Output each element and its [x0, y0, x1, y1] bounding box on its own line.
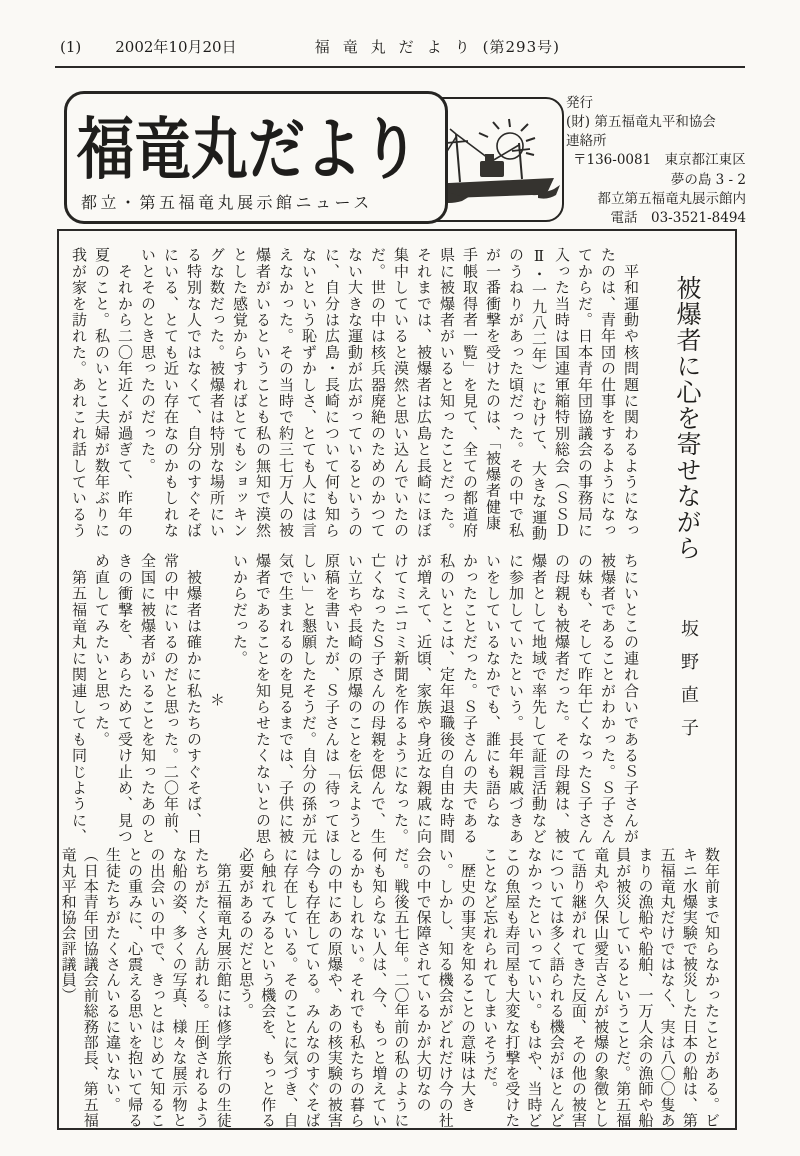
text-column: 第五福竜丸に関連しても同じように、	[70, 553, 88, 845]
contact-label: 連絡所	[566, 133, 607, 150]
text-column: 竜丸平和協会評議員）	[59, 847, 78, 1003]
article-band-2	[67, 553, 642, 845]
text-column: いからだった。	[231, 553, 249, 667]
text-column: が増えて、近頃、家族や身近な親戚に向	[415, 553, 433, 845]
text-column: 県に被爆者がいると知ったことだった。	[438, 247, 456, 539]
text-column: は今も存在している。みんなのすぐそば	[303, 847, 322, 1128]
text-column: しい」と懇願したそうだ。自分の孫が元	[300, 553, 318, 845]
article-band-1	[67, 247, 642, 550]
text-column: のうねりがあった頃だった。その中で私	[507, 247, 525, 539]
text-column: この魚屋も寿司屋も大変な打撃を受けた	[503, 847, 522, 1128]
text-column: 歴史の事実を知ることの意味は大き	[458, 847, 477, 1113]
text-column: なかったといっていい。もはや、当時ど	[525, 847, 544, 1128]
text-column: けてミニコミ新聞を作るようになった。	[392, 553, 410, 845]
text-column: 爆者であることを知らせたくないとの思	[254, 553, 272, 845]
section-separator: ＊	[208, 691, 226, 707]
text-column: たちがたくさん訪れる。圧倒されるよう	[192, 847, 211, 1128]
text-column: 手帳取得者一覧」を見て、全ての都道府	[461, 247, 479, 539]
text-column: の妹も、そして昨年亡くなったＳ子さん	[576, 553, 594, 845]
text-column: 原稿を書いたが、Ｓ子さんは「待ってほ	[323, 553, 341, 845]
text-column: 平和運動や核問題に関わるようになっ	[622, 247, 640, 539]
text-column: キニ水爆実験で被災した日本の船は、第	[680, 847, 699, 1128]
text-column: きの衝撃を、あらためて受け止め、見つ	[116, 553, 134, 845]
text-column: ことなど忘れられてしまいそうだ。	[481, 847, 500, 1097]
text-column: グな数だった。被爆者は特別な場所にい	[208, 247, 226, 539]
page-header	[60, 36, 700, 57]
text-column: とした感覚からすればとてもショッキン	[231, 247, 249, 539]
text-column: の出会いの中で、きっとはじめて知るこ	[148, 847, 167, 1128]
text-column: いとそのとき思ったのだった。	[139, 247, 157, 474]
postal-address: 〒136-0081 東京都江東区	[573, 152, 746, 169]
text-column: 爆者がいるということも私の無知で漠然	[254, 247, 272, 539]
text-column: 我が家を訪れた。あれこれ話しているう	[70, 247, 88, 539]
text-column: については多く語られる機会がほとんど	[547, 847, 566, 1128]
text-column: 爆者として地域で率先して証言活動など	[530, 553, 548, 845]
publisher-info	[566, 94, 748, 228]
text-column: にいる、とても近い存在なのかもしれな	[162, 247, 180, 539]
text-column: だ。戦後五七年。二〇年前の私のように	[392, 847, 411, 1128]
text-column: の母親も被爆者だった。その母親は、被	[553, 553, 571, 845]
text-column: 全国に被爆者がいることを知ったあのと	[139, 553, 157, 845]
masthead-title: 福竜丸だより	[77, 110, 419, 190]
text-column: て語り継がれてきた反面、その他の被害	[569, 847, 588, 1128]
text-column: 会の中で保障されているかが大切なの	[414, 847, 433, 1113]
text-column: ちにいとこの連れ合いであるＳ子さんが	[622, 553, 640, 845]
page-number: (1)	[60, 38, 82, 56]
text-column: 五福竜丸だけではなく、実は八〇〇隻あ	[658, 847, 677, 1128]
text-column: しの中にあの原爆や、あの核実験の被害	[325, 847, 344, 1128]
text-column: 数年前まで知らなかったことがある。ビ	[703, 847, 721, 1128]
text-column: に存在している。そのことに気づき、自	[281, 847, 300, 1128]
text-column: かったことだった。Ｓ子さんの夫である	[461, 553, 479, 845]
text-column: それまでは、被爆者は広島と長崎にほぼ	[415, 247, 433, 539]
text-column: め直してみたいと思った。	[93, 553, 111, 748]
issue-date: 2002年10月20日	[115, 38, 237, 56]
text-column: たのは、青年団の仕事をするようになっ	[599, 247, 617, 539]
masthead	[64, 91, 448, 224]
text-column: それから二〇年近くが過ぎて、昨年の	[116, 247, 134, 539]
text-column: だ。世の中は核兵器廃絶のためのかつて	[369, 247, 387, 539]
text-column: 竜丸や久保山愛吉さんが被爆の象徴とし	[592, 847, 611, 1128]
text-column: ら触れてみるという機会を、もっと作る	[259, 847, 278, 1128]
article-author: 坂野直子	[678, 619, 699, 751]
text-column: 第五福竜丸展示館には修学旅行の生徒	[214, 847, 233, 1128]
text-column: な船の姿、多くの写真、様々な展示物と	[170, 847, 189, 1128]
text-column: てからだ。日本青年団協議会の事務局に	[576, 247, 594, 539]
text-column: （日本青年団協議会前総務部長、第五福	[81, 847, 100, 1128]
text-column: るかもしれない。それでも私たちの暮ら	[348, 847, 366, 1128]
text-column: 入った当時は国連軍縮特別総会（ＳＳＤ	[553, 247, 571, 539]
issue-number: (第293号)	[482, 38, 560, 56]
text-column: 被爆者であることがわかった。Ｓ子さん	[599, 553, 617, 845]
text-column: 常の中にいるのだと思った。二〇年前、	[162, 553, 180, 845]
text-column: 必要があるのだと思う。	[237, 847, 256, 1019]
publisher-organization: (財) 第五福竜丸平和協会	[566, 114, 716, 131]
header-divider	[55, 66, 745, 68]
text-column: 夏のこと。私のいとこ夫婦が数年ぶりに	[93, 247, 111, 539]
masthead-subtitle: 都立・第五福竜丸展示館ニュース	[81, 193, 373, 212]
address-line2: 夢の島 3 - 2	[670, 171, 746, 188]
text-column: に参加していたという。長年親戚づきあ	[507, 553, 525, 845]
publisher-label: 発行	[566, 95, 593, 111]
text-column: 何も知らない人は、今、もっと増えてい	[370, 847, 389, 1128]
text-column: 亡くなったＳ子さんの母親を偲んで、生	[369, 553, 387, 845]
text-column: ないという恥ずかしさ、とても人には言	[300, 247, 318, 539]
text-column: 私のいとこは、定年退職後の自由な時間	[438, 553, 456, 845]
text-column: との重みに、心震える思いを抱いて帰る	[126, 847, 145, 1128]
text-column: 生徒たちがたくさんいるに違いない。	[103, 847, 122, 1113]
paper-name: 福竜丸だより	[314, 38, 483, 56]
text-column: いをしているなかでも、誰にも語らな	[484, 553, 502, 829]
text-column: まりの漁船や船舶、一万人余の漁師や船	[636, 847, 655, 1128]
article-frame	[57, 229, 737, 1130]
text-column: い。しかし、知る機会がどれだけ今の社	[436, 847, 455, 1128]
text-column: Ⅱ・一九八二年）にむけて、大きな運動	[530, 247, 548, 542]
text-column: 員が被災しているということだ。第五福	[614, 847, 633, 1128]
article-band-3	[57, 847, 723, 1129]
text-column: が一番衝撃を受けたのは、「被爆者健康	[484, 247, 502, 532]
text-column: 気で生まれるのを見るまでは、子供に被	[277, 553, 295, 845]
text-column: ない大きな運動が広がっているというの	[346, 247, 364, 539]
text-column: 集中していると漠然と思い込んでいたの	[392, 247, 410, 539]
text-column: えなかった。その当時で約三七万人の被	[277, 247, 295, 539]
text-column: い立ちや長崎の原爆のことを伝えようと	[346, 553, 364, 845]
address-line3: 都立第五福竜丸展示館内	[597, 190, 746, 207]
text-column: 被爆者は確かに私たちのすぐそば、日	[185, 553, 203, 845]
text-column: に、自分は広島・長崎について何も知ら	[323, 247, 341, 539]
article-headline: 被爆者に心を寄せながら	[673, 275, 702, 561]
text-column: る特別な人ではなくて、自分のすぐそば	[185, 247, 203, 539]
phone-number: 電話 03-3521-8494	[610, 209, 746, 226]
